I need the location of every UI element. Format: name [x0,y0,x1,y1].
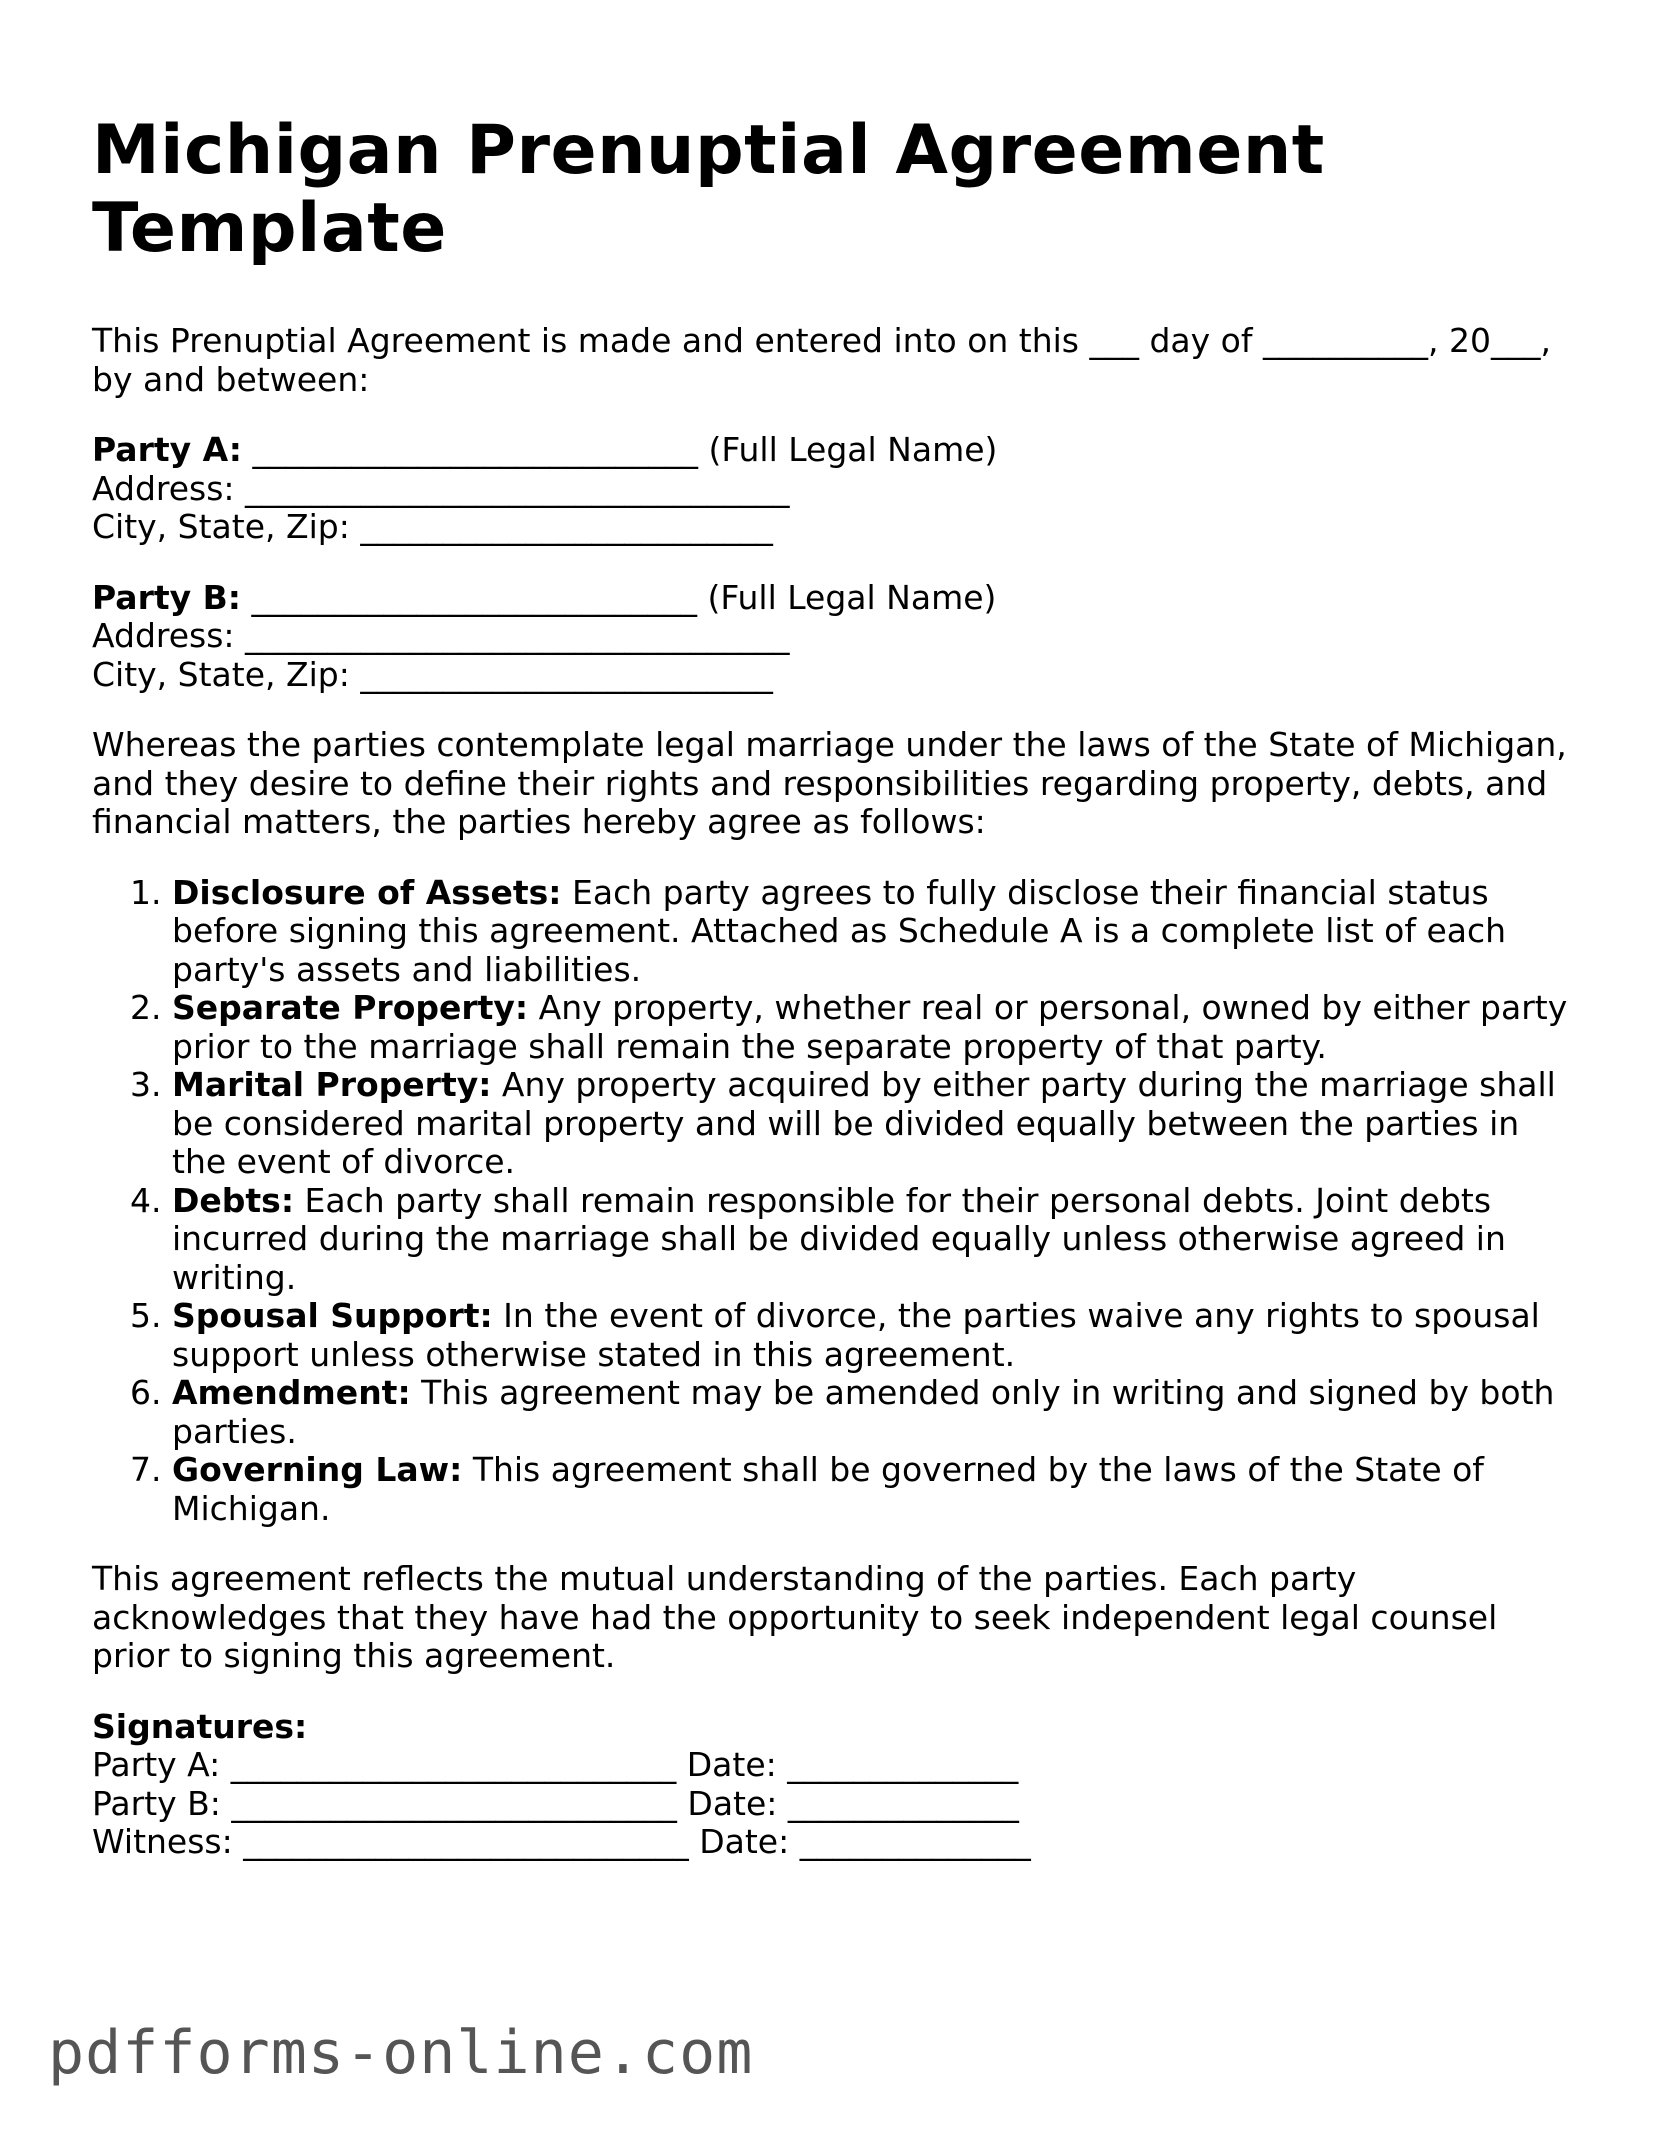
term-item [172,1066,1582,1182]
closing-paragraph: This agreement reflects the mutual understanding of the parties. Each party acknowledges that they have had the opportunity to seek independent legal counsel prior to signing this agreement. [92,1559,1498,1675]
term-item [172,1374,1582,1451]
signatures-block [92,1708,1582,1862]
term-heading: Spousal Support: [172,1296,493,1335]
document-title: Michigan Prenuptial Agreement Template [92,111,1325,268]
party-b-label: Party B: [92,577,241,617]
whereas-paragraph: Whereas the parties contemplate legal marriage under the laws of the State of Michigan, and they desire to define their rights and responsibilities regarding property, debts, and financial matters, the parties hereby agree as follows: [92,725,1567,841]
party-a-label: Party A: [92,430,242,469]
party-b-city-line: City, State, Zip: _________________________ [92,654,773,694]
term-item [172,1297,1582,1374]
watermark: pdfforms-online.com [48,2018,754,2088]
term-heading: Governing Law: [172,1450,463,1489]
party-a-block [92,431,1582,547]
term-text: Each party agrees to fully disclose their financial status before signing this agreement. Attached as Schedule A is a complete list of each party's assets and liabilities. [172,872,1507,989]
intro-paragraph: This Prenuptial Agreement is made and entered into on this ___ day of __________, 20___, by and between: [92,321,1551,399]
term-item [172,1182,1582,1298]
signature-line-party-b: Party B: ___________________________ Date: ______________ [92,1783,1019,1823]
signature-line-party-a: Party A: ___________________________ Date: ______________ [92,1745,1019,1784]
term-text: Each party shall remain responsible for their personal debts. Joint debts incurred during the marriage shall be divided equally unless otherwise agreed in writing. [172,1180,1506,1297]
term-text: Any property, whether real or personal, owned by either party prior to the marriage shall remain the separate property of that party. [172,988,1568,1066]
term-heading: Marital Property: [172,1065,492,1104]
signatures-heading: Signatures: [92,1706,308,1746]
party-a-name-line [92,431,1582,470]
term-item [172,989,1582,1066]
document-page [92,112,1582,1862]
party-b-block [92,579,1582,695]
term-item [172,1451,1582,1528]
party-a-name-field: ___________________________ (Full Legal Name) [241,430,998,469]
signature-line-witness: Witness: ___________________________ Date: ______________ [92,1822,1031,1861]
party-b-name-line [92,579,1582,618]
term-heading: Separate Property: [172,988,529,1027]
party-a-address-line: Address: _________________________________ [92,468,790,508]
terms-list [92,874,1582,1529]
term-text: In the event of divorce, the parties waive any rights to spousal support unless otherwise stated in this agreement. [172,1296,1540,1374]
term-text: Any property acquired by either party during the marriage shall be considered marital property and will be divided equally between the parties in the event of divorce. [172,1065,1556,1181]
party-a-city-line: City, State, Zip: _________________________ [92,507,773,546]
term-text: This agreement shall be governed by the laws of the State of Michigan. [172,1450,1484,1528]
term-text: This agreement may be amended only in writing and signed by both parties. [172,1373,1555,1451]
term-item [172,874,1582,990]
term-heading: Disclosure of Assets: [172,872,562,912]
party-b-name-field: ___________________________ (Full Legal Name) [240,577,997,617]
term-heading: Debts: [172,1180,295,1220]
term-heading: Amendment: [172,1373,411,1412]
party-b-address-line: Address: _________________________________ [92,616,790,655]
